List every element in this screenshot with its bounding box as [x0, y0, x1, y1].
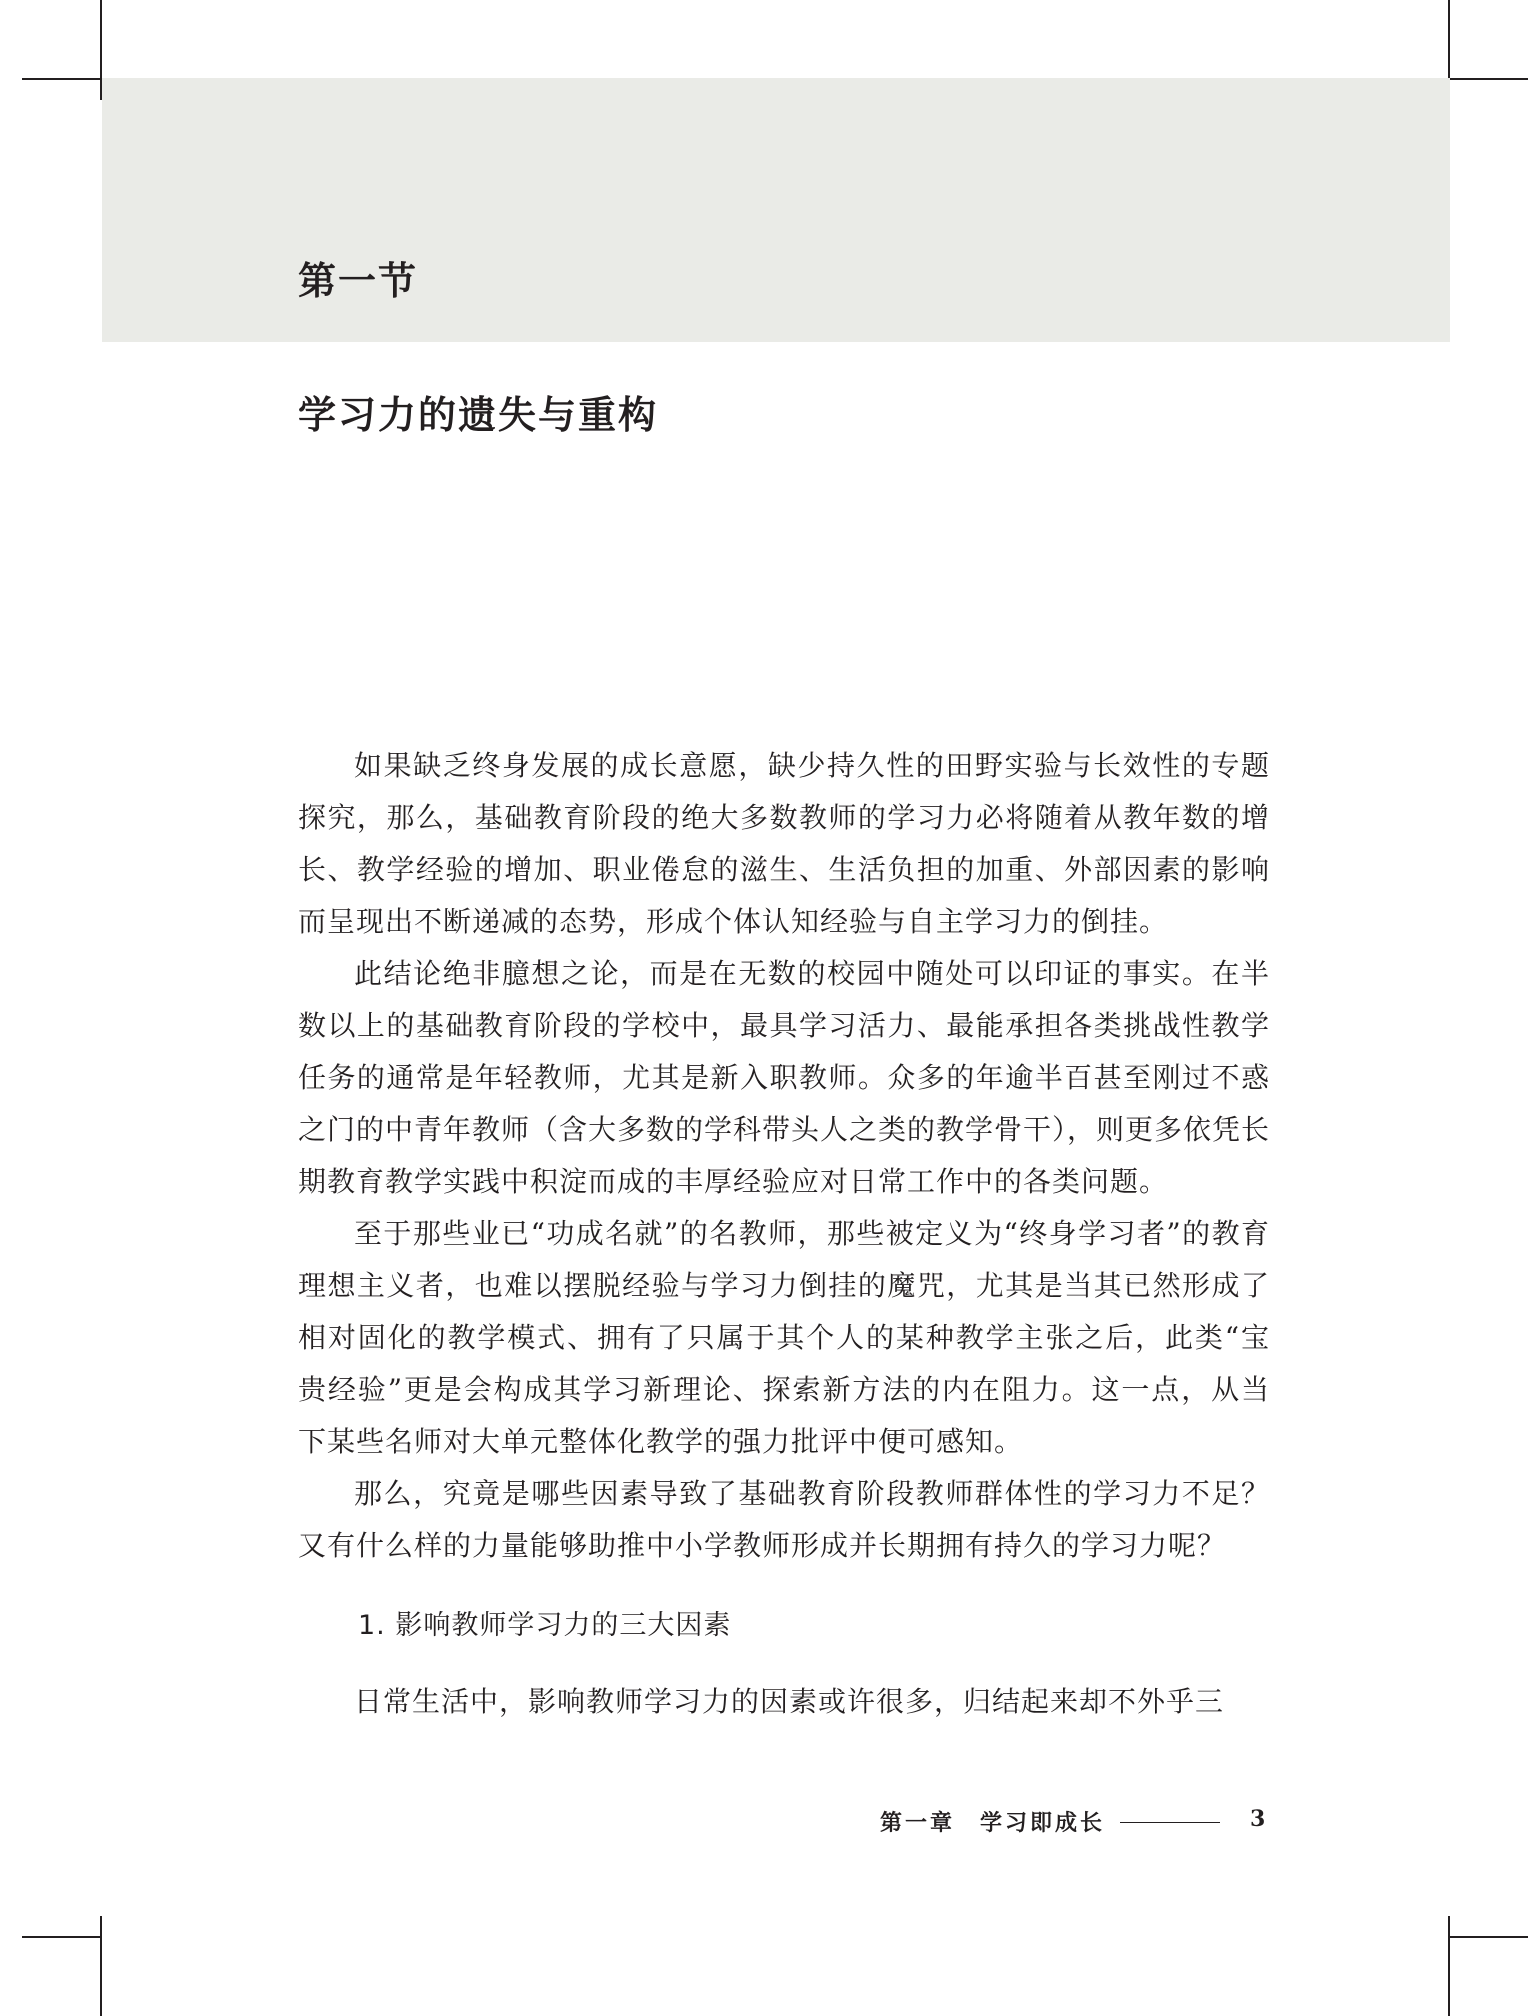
- crop-mark-top-left-h: [22, 78, 102, 80]
- paragraph: 日常生活中，影响教师学习力的因素或许很多，归结起来却不外乎三: [354, 1685, 1225, 1718]
- body-text: [298, 740, 1270, 1728]
- paragraph: 如果缺乏终身发展的成长意愿，缺少持久性的田野实验与长效性的专题探究，那么，基础教育阶段的绝大多数教师的学习力必将随着从教年数的增长、教学经验的增加、职业倦怠的滋生、生活负担的加重、外部因素的影响而呈现出不断递减的态势，形成个体认知经验与自主学习力的倒挂。: [298, 749, 1270, 938]
- paragraph: 那么，究竟是哪些因素导致了基础教育阶段教师群体性的学习力不足？又有什么样的力量能够助推中小学教师形成并长期拥有持久的学习力呢？: [298, 1477, 1270, 1562]
- section-label: 第一节: [298, 259, 419, 303]
- running-title: 第一章 学习即成长: [880, 1810, 1106, 1836]
- subheading: 1. 影响教师学习力的三大因素: [358, 1610, 732, 1641]
- footer-rule: [1120, 1822, 1220, 1823]
- crop-mark-top-right-h: [1448, 78, 1528, 80]
- paragraph: 此结论绝非臆想之论，而是在无数的校园中随处可以印证的事实。在半数以上的基础教育阶段的学校中，最具学习活力、最能承担各类挑战性教学任务的通常是年轻教师，尤其是新入职教师。众多的年逾半百甚至刚过不惑之门的中青年教师（含大多数的学科带头人之类的教学骨干），则更多依凭长期教育教学实践中积淀而成的丰厚经验应对日常工作中的各类问题。: [298, 957, 1271, 1198]
- crop-mark-bottom-right-v: [1448, 1916, 1450, 2016]
- crop-mark-bottom-right-h: [1448, 1936, 1528, 1938]
- crop-mark-bottom-left-h: [22, 1936, 102, 1938]
- paragraph: 至于那些业已“功成名就”的名教师，那些被定义为“终身学习者”的教育理想主义者，也难以摆脱经验与学习力倒挂的魔咒，尤其是当其已然形成了相对固化的教学模式、拥有了只属于其个人的某种教学主张之后，此类“宝贵经验”更是会构成其学习新理论、探索新方法的内在阻力。这一点，从当下某些名师对大单元整体化教学的强力批评中便可感知。: [298, 1217, 1270, 1458]
- crop-mark-bottom-left-v: [100, 1916, 102, 2016]
- section-title: 学习力的遗失与重构: [298, 393, 659, 437]
- page-number: 3: [1250, 1806, 1266, 1832]
